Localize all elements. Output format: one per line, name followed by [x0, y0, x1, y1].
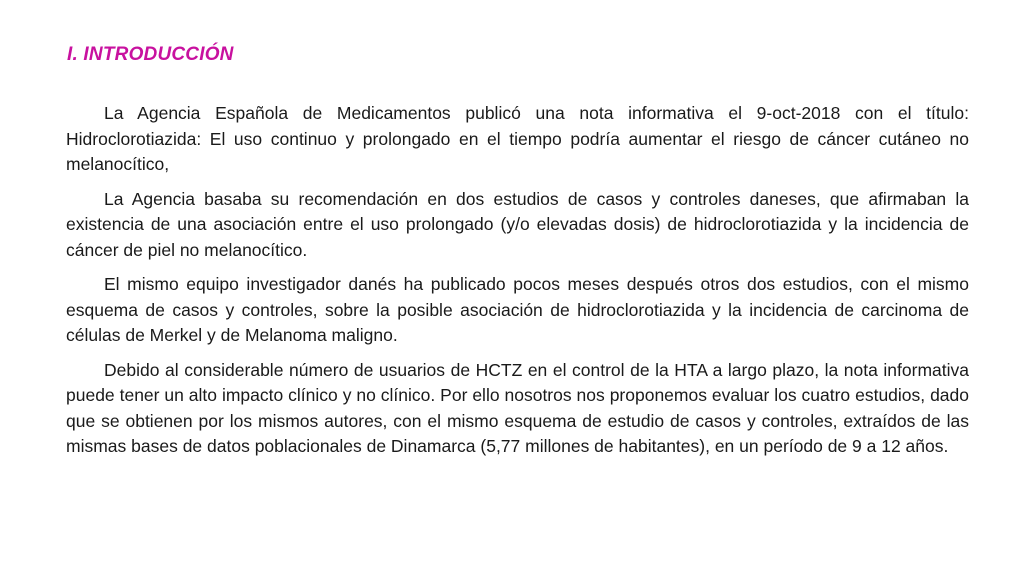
paragraph-4: Debido al considerable número de usuarios de HCTZ en el control de la HTA a largo plazo, la nota informativa puede tener un alto impacto clínico y no clínico. Por ello nosotros nos proponemos evaluar los cuatro estudios, dado que se obtienen por los mismos autores, con el mismo esquema de estudio de casos y controles, extraídos de las mismas bases de datos poblacionales de Dinamarca (5,77 millones de habitantes), en un período de 9 a 12 años.: [66, 359, 969, 456]
paragraph-2: La Agencia basaba su recomendación en dos estudios de casos y controles daneses, que afirmaban la existencia de una asociación entre el uso prolongado (y/o elevadas dosis) de hidroclorotiazida y la incidencia de cáncer de piel no melanocítico.: [66, 188, 969, 260]
body-text: [66, 101, 969, 469]
slide-title: I. INTRODUCCIÓN: [67, 44, 234, 65]
paragraph-1: La Agencia Española de Medicamentos publicó una nota informativa el 9-oct-2018 con el título: Hidroclorotiazida: El uso continuo y prolongado en el tiempo podría aumentar el riesgo de cáncer cutáneo no melanocítico,: [66, 103, 969, 174]
paragraph-3: El mismo equipo investigador danés ha publicado pocos meses después otros dos estudios, con el mismo esquema de casos y controles, sobre la posible asociación de hidroclorotiazida y la incidencia de carcinoma de células de Merkel y de Melanoma maligno.: [66, 274, 969, 345]
